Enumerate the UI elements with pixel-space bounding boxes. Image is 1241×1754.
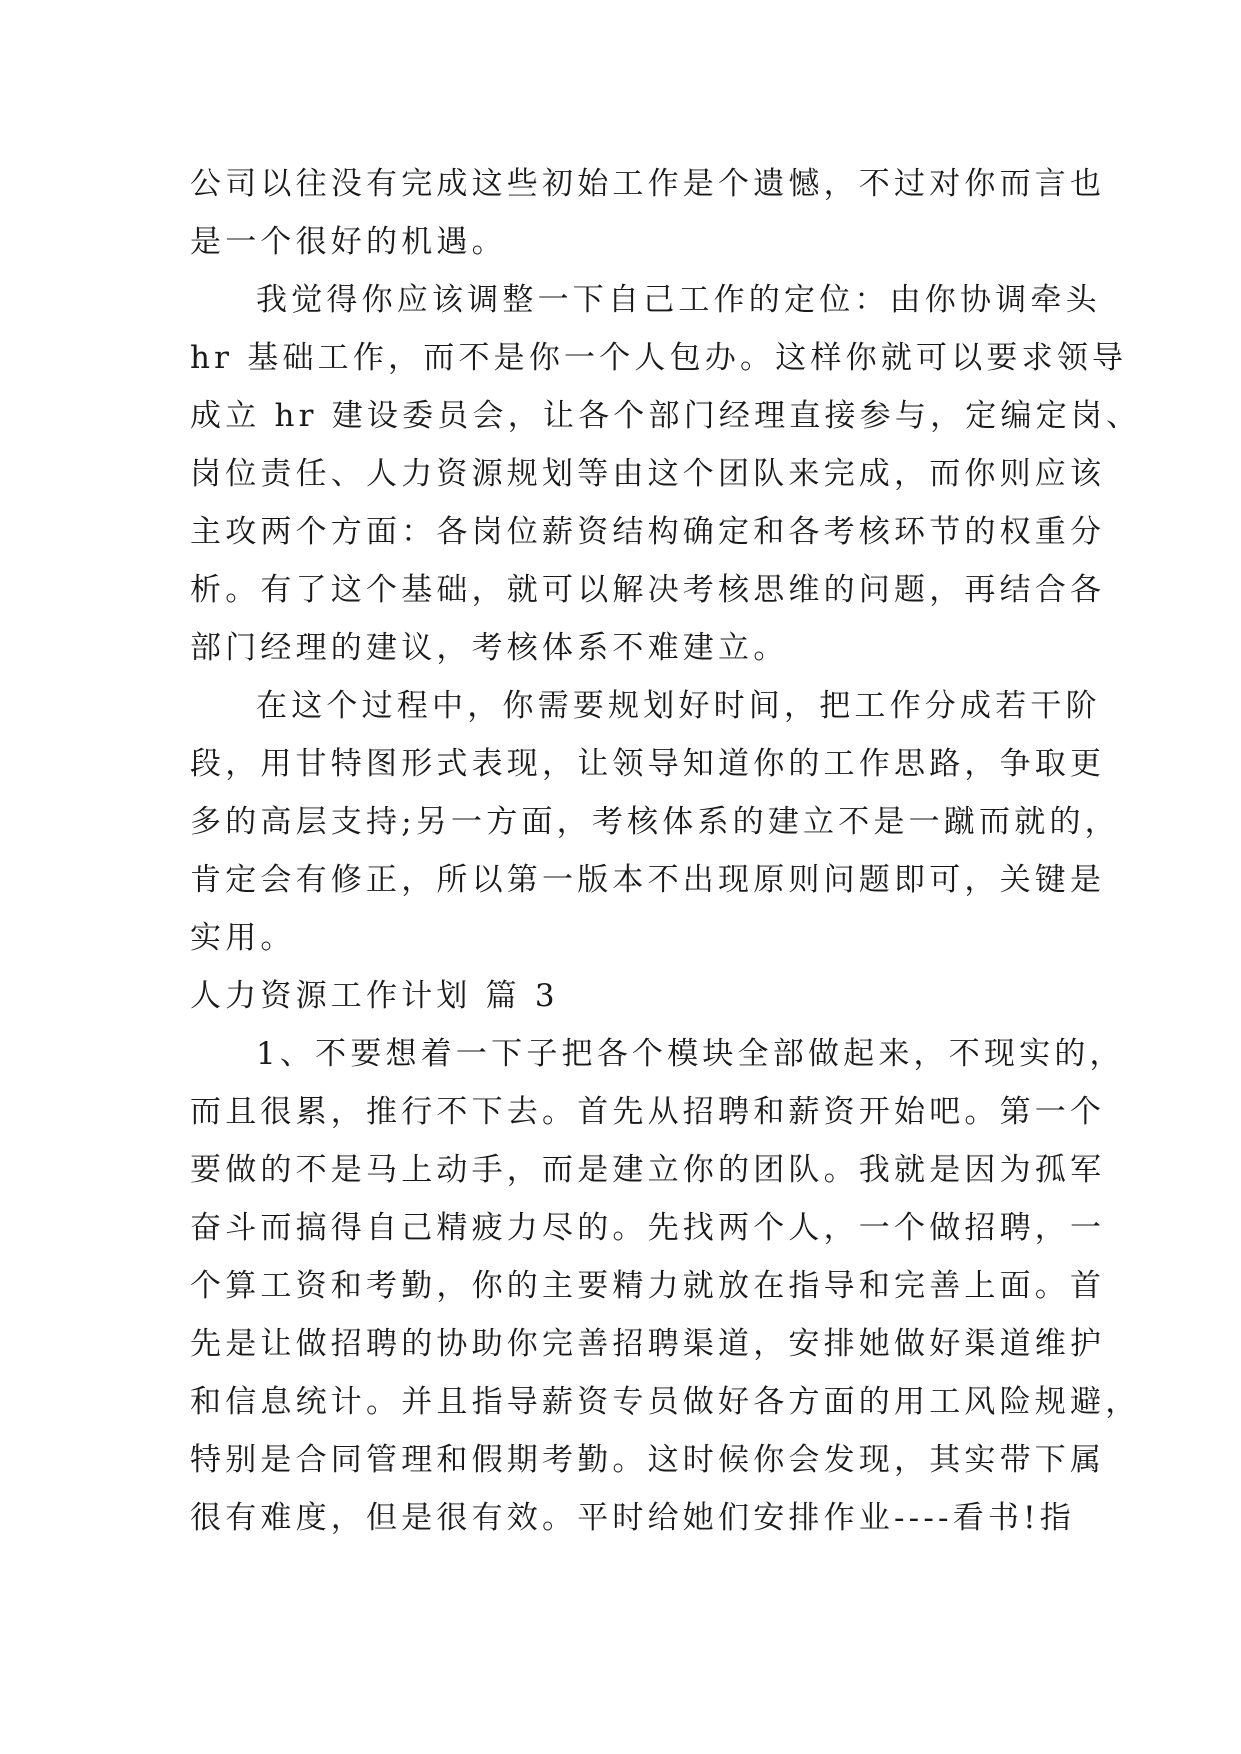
text-line: 析。有了这个基础，就可以解决考核思维的问题，再结合各 (190, 572, 1106, 608)
text-line: 是一个很好的机遇。 (190, 224, 507, 260)
text-line: 和信息统计。并且指导薪资专员做好各方面的用工风险规避， (190, 1384, 1141, 1420)
text-line: 特别是合同管理和假期考勤。这时候你会发现，其实带下属 (190, 1442, 1106, 1478)
text-line: 奋斗而搞得自己精疲力尽的。先找两个人，一个做招聘，一 (190, 1210, 1106, 1246)
text-line: 我觉得你应该调整一下自己工作的定位：由你协调牵头 (256, 282, 1101, 318)
text-line: 多的高层支持;另一方面，考核体系的建立不是一蹴而就的， (190, 804, 1120, 840)
text-line: 要做的不是马上动手，而是建立你的团队。我就是因为孤军 (190, 1152, 1106, 1188)
text-line: hr 基础工作，而不是你一个人包办。这样你就可以要求领导 (190, 340, 1128, 376)
text-line: 肯定会有修正，所以第一版本不出现原则问题即可，关键是 (190, 862, 1106, 898)
text-line: 在这个过程中，你需要规划好时间，把工作分成若干阶 (256, 688, 1101, 724)
text-line: 成立 hr 建设委员会，让各个部门经理直接参与，定编定岗、 (190, 398, 1142, 434)
text-line: 段，用甘特图形式表现，让领导知道你的工作思路，争取更 (190, 746, 1106, 782)
text-line: 先是让做招聘的协助你完善招聘渠道，安排她做好渠道维护 (190, 1326, 1106, 1362)
text-line: 岗位责任、人力资源规划等由这个团队来完成，而你则应该 (190, 456, 1106, 492)
section-heading: 人力资源工作计划 篇 3 (190, 978, 559, 1014)
text-line: 公司以往没有完成这些初始工作是个遗憾，不过对你而言也 (190, 166, 1106, 202)
text-line: 很有难度，但是很有效。平时给她们安排作业----看书!指 (190, 1500, 1075, 1536)
text-line: 实用。 (190, 920, 296, 956)
document-body (190, 155, 1142, 1547)
text-line: 个算工资和考勤，你的主要精力就放在指导和完善上面。首 (190, 1268, 1106, 1304)
text-line: 部门经理的建议，考核体系不难建立。 (190, 630, 789, 666)
text-line: 主攻两个方面：各岗位薪资结构确定和各考核环节的权重分 (190, 514, 1106, 550)
text-line: 而且很累，推行不下去。首先从招聘和薪资开始吧。第一个 (190, 1094, 1106, 1130)
text-line: 1、不要想着一下子把各个模块全部做起来，不现实的， (256, 1036, 1125, 1072)
